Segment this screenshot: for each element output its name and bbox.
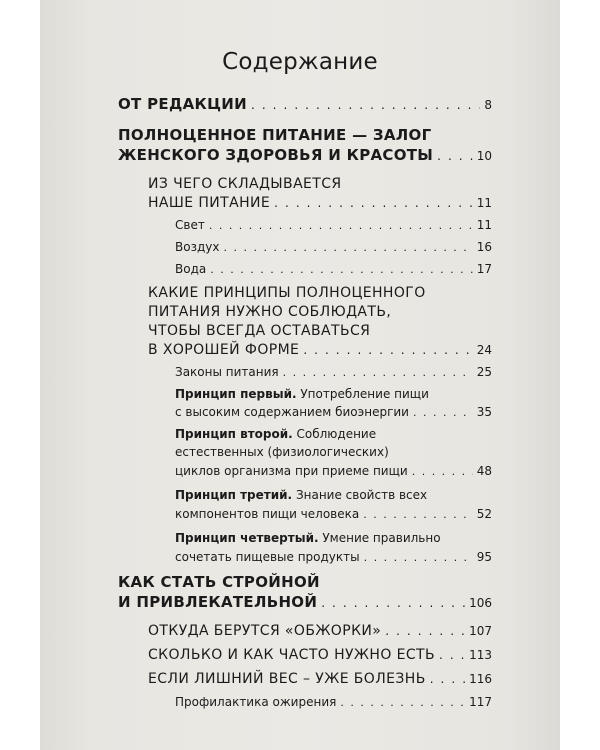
page-number: 113 [469,648,492,662]
page-number: 17 [476,262,492,276]
leader-dots [251,93,480,117]
entry-text: В ХОРОШЕЙ ФОРМЕ [148,342,300,358]
page-number: 48 [476,464,492,478]
entry-text: Воздух [175,240,220,254]
entry-text: ПОЛНОЦЕННОЕ ПИТАНИЕ — ЗАЛОГ [118,126,432,144]
page-number: 16 [476,240,492,254]
entry-text: ОТ РЕДАКЦИИ [118,95,247,113]
leader-dots [274,191,473,215]
leader-dots [340,691,465,715]
page-number: 11 [476,218,492,232]
book-page [40,0,560,750]
entry-text: компонентов пищи человека [175,507,360,521]
entry-lead: Принцип второй. [175,427,293,441]
leader-dots [363,503,472,527]
page-number: 24 [476,343,492,357]
page-number: 35 [476,405,492,419]
entry-text: СКОЛЬКО И КАК ЧАСТО НУЖНО ЕСТЬ [148,647,435,663]
entry-text: сочетать пищевые продукты [175,550,360,564]
entry-text: Законы питания [175,365,279,379]
entry-lead: Принцип первый. [175,387,297,401]
leader-dots [303,338,472,362]
leader-dots [439,643,465,667]
leader-dots [364,546,473,570]
entry-text: И ПРИВЛЕКАТЕЛЬНОЙ [118,593,318,611]
page-number: 117 [469,695,492,709]
leader-dots [430,667,465,691]
entry-text: КАК СТАТЬ СТРОЙНОЙ [118,573,320,591]
page-number: 52 [476,507,492,521]
entry-text: ИЗ ЧЕГО СКЛАДЫВАЕТСЯ [148,176,342,192]
leader-dots [321,591,465,615]
leader-dots [437,144,473,168]
entry-lead: Принцип третий. [175,488,293,502]
leader-dots [385,619,465,643]
page-number: 116 [469,672,492,686]
page-number: 10 [476,149,492,163]
page-number: 25 [476,365,492,379]
entry-text: Профилактика ожирения [175,695,337,709]
page-number: 95 [476,550,492,564]
page-title: Содержание [222,49,378,75]
page-number: 8 [484,98,492,112]
entry-text: Умение правильно [318,531,441,545]
entry-text: НАШЕ ПИТАНИЕ [148,195,271,211]
leader-dots [210,258,472,282]
entry-text: естественных (физиологических) [175,445,389,459]
entry-text: Соблюдение [292,427,377,441]
page-number: 11 [476,196,492,210]
entry-text: КАКИЕ ПРИНЦИПЫ ПОЛНОЦЕННОГО [148,285,426,301]
entry-text: ОТКУДА БЕРУТСЯ «ОБЖОРКИ» [148,623,382,639]
entry-text: ПИТАНИЯ НУЖНО СОБЛЮДАТЬ, [148,304,392,320]
entry-text: Свет [175,218,205,232]
entry-text: ЖЕНСКОГО ЗДОРОВЬЯ И КРАСОТЫ [118,146,434,164]
entry-lead: Принцип четвертый. [175,531,319,545]
entry-text: циклов организма при приеме пищи [175,464,408,478]
entry-text: Знание свойств всех [292,488,428,502]
entry-text: Употребление пищи [296,387,429,401]
entry-text: Вода [175,262,207,276]
page-number: 107 [469,624,492,638]
leader-dots [412,460,473,484]
entry-text: ЕСЛИ ЛИШНИЙ ВЕС – УЖЕ БОЛЕЗНЬ [148,671,426,687]
entry-text: с высоким содержанием биоэнергии [175,405,409,419]
entry-text: ЧТОБЫ ВСЕГДА ОСТАВАТЬСЯ [148,323,371,339]
page-number: 106 [469,596,492,610]
